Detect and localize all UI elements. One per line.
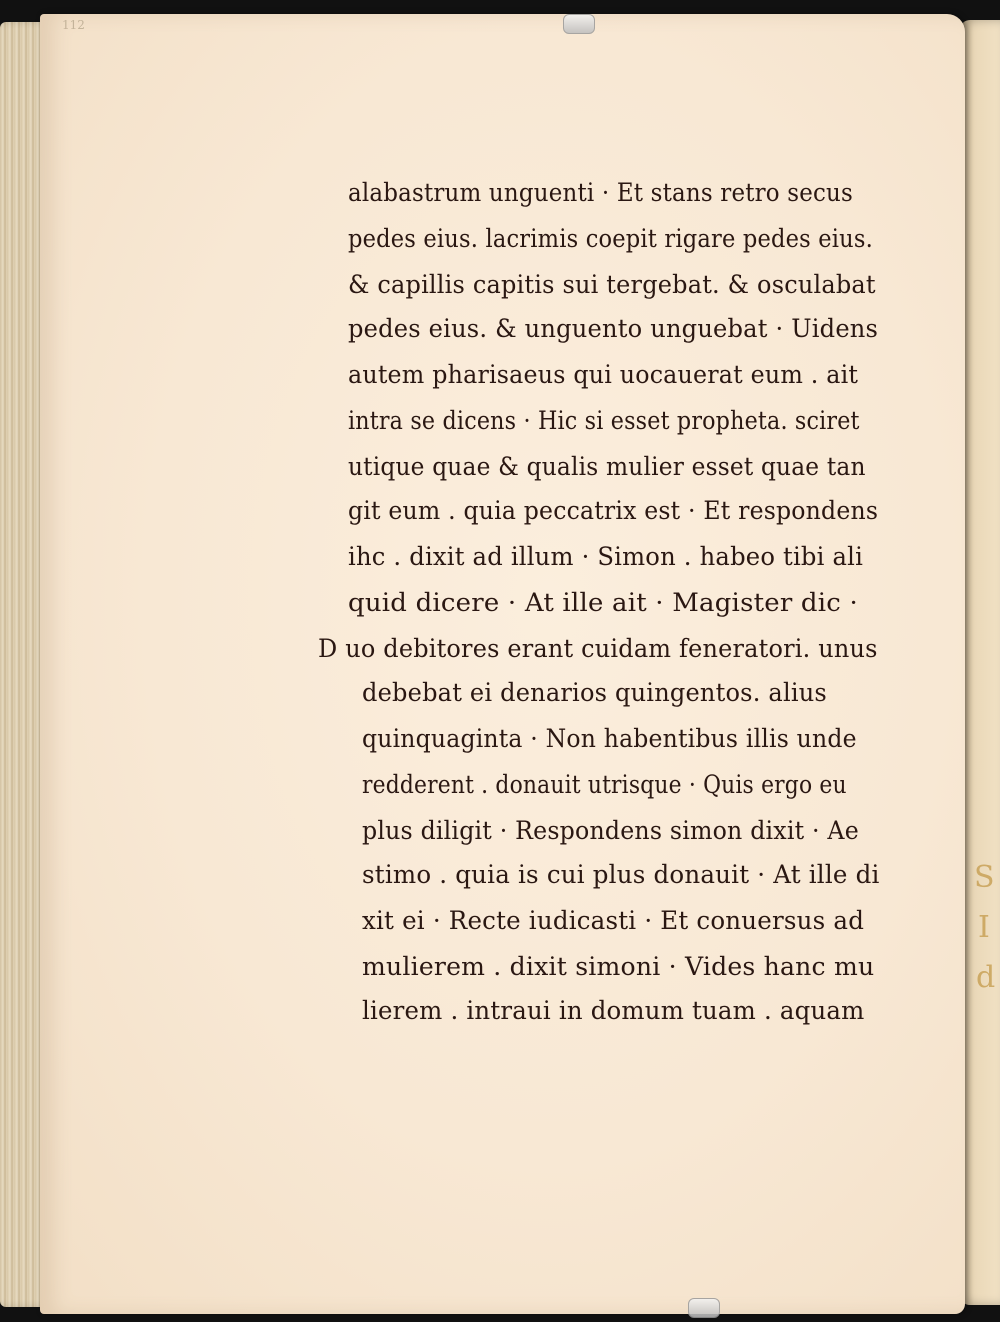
text-line: mulierem . dixit simoni · Vides hanc mu <box>362 952 875 981</box>
text-line: plus diligit · Respondens simon dixit · Ae <box>362 816 859 845</box>
text-line: pedes eius. lacrimis coepit rigare pedes eius. <box>348 224 873 253</box>
text-line: stimo . quia is cui plus donauit · At ille di <box>362 860 880 889</box>
text-line: git eum . quia peccatrix est · Et respondens <box>348 496 879 525</box>
text-line: debebat ei denarios quingentos. alius <box>362 678 827 707</box>
text-line: & capillis capitis sui tergebat. & osculabat <box>348 270 876 299</box>
text-line: lierem . intraui in domum tuam . aquam <box>362 996 865 1025</box>
text-line: quinquaginta · Non habentibus illis unde <box>362 724 857 753</box>
text-line: autem pharisaeus qui uocauerat eum . ait <box>348 360 859 389</box>
text-line: D uo debitores erant cuidam feneratori. unus <box>318 634 878 663</box>
folio-mark: 112 <box>62 18 85 32</box>
text-line: ihc . dixit ad illum · Simon . habeo tibi ali <box>348 542 864 571</box>
text-line: xit ei · Recte iudicasti · Et conuersus ad <box>362 906 865 935</box>
facing-letter: d <box>976 960 996 995</box>
text-line: intra se dicens · Hic si esset propheta. sciret <box>348 406 860 435</box>
text-line: alabastrum unguenti · Et stans retro secus <box>348 178 853 207</box>
facing-letter: S <box>974 860 995 895</box>
text-line: pedes eius. & unguento unguebat · Uidens <box>348 314 879 343</box>
facing-letter: I <box>978 910 990 945</box>
text-line: quid dicere · At ille ait · Magister dic · <box>348 588 858 617</box>
text-line: utique quae & qualis mulier esset quae tan <box>348 452 866 481</box>
text-line: redderent . donauit utrisque · Quis ergo eu <box>362 770 847 799</box>
